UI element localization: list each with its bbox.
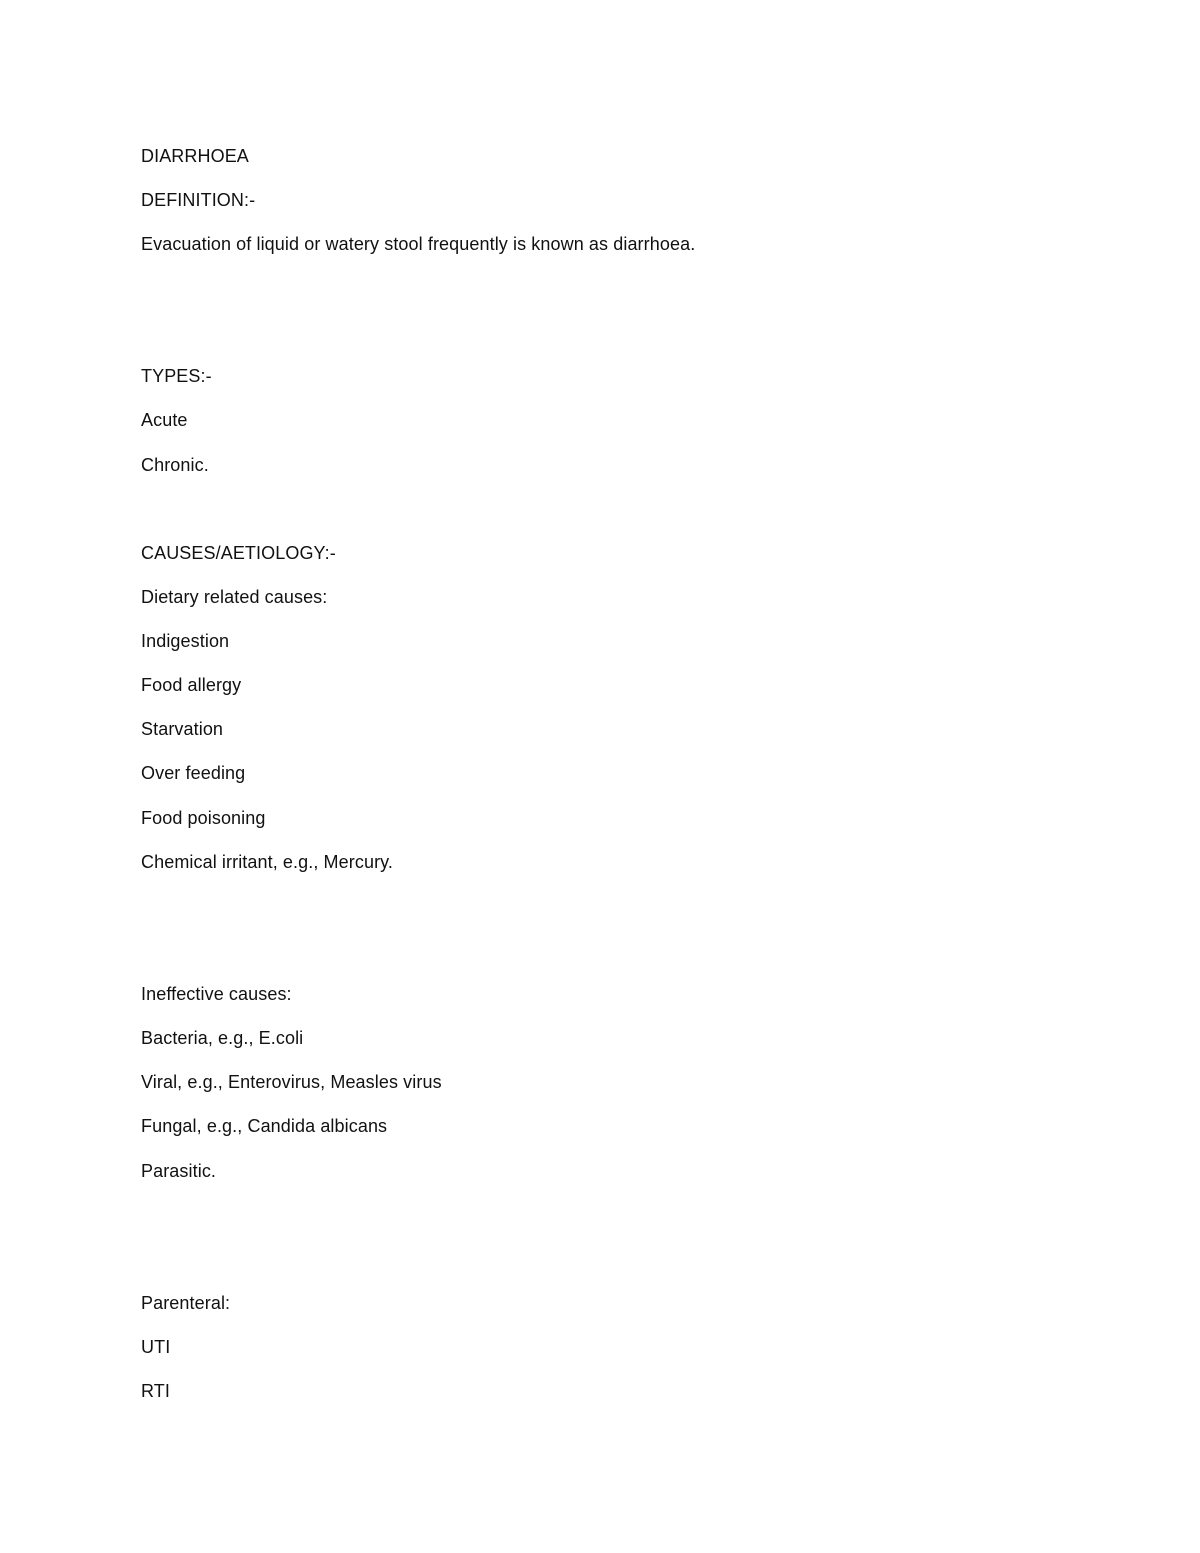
dietary-item: Starvation <box>141 719 224 739</box>
dietary-item: Indigestion <box>141 631 230 651</box>
parenteral-item: UTI <box>141 1337 171 1357</box>
ineffective-item: Bacteria, e.g., E.coli <box>141 1028 304 1048</box>
type-item-chronic: Chronic. <box>141 455 209 475</box>
ineffective-heading: Ineffective causes: <box>141 984 292 1004</box>
definition-heading: DEFINITION:- <box>141 190 256 210</box>
types-heading: TYPES:- <box>141 366 212 386</box>
dietary-item: Food poisoning <box>141 808 266 828</box>
parenteral-heading: Parenteral: <box>141 1293 231 1313</box>
definition-text: Evacuation of liquid or watery stool frequently is known as diarrhoea. <box>141 234 696 254</box>
ineffective-item: Viral, e.g., Enterovirus, Measles virus <box>141 1072 442 1092</box>
parenteral-item: RTI <box>141 1381 170 1401</box>
dietary-item: Chemical irritant, e.g., Mercury. <box>141 852 394 872</box>
dietary-item: Food allergy <box>141 675 242 695</box>
dietary-heading: Dietary related causes: <box>141 587 328 607</box>
ineffective-item: Parasitic. <box>141 1161 217 1181</box>
dietary-item: Over feeding <box>141 763 246 783</box>
document-title: DIARRHOEA <box>141 146 249 166</box>
causes-heading: CAUSES/AETIOLOGY:- <box>141 543 336 563</box>
type-item-acute: Acute <box>141 410 188 430</box>
ineffective-item: Fungal, e.g., Candida albicans <box>141 1116 388 1136</box>
